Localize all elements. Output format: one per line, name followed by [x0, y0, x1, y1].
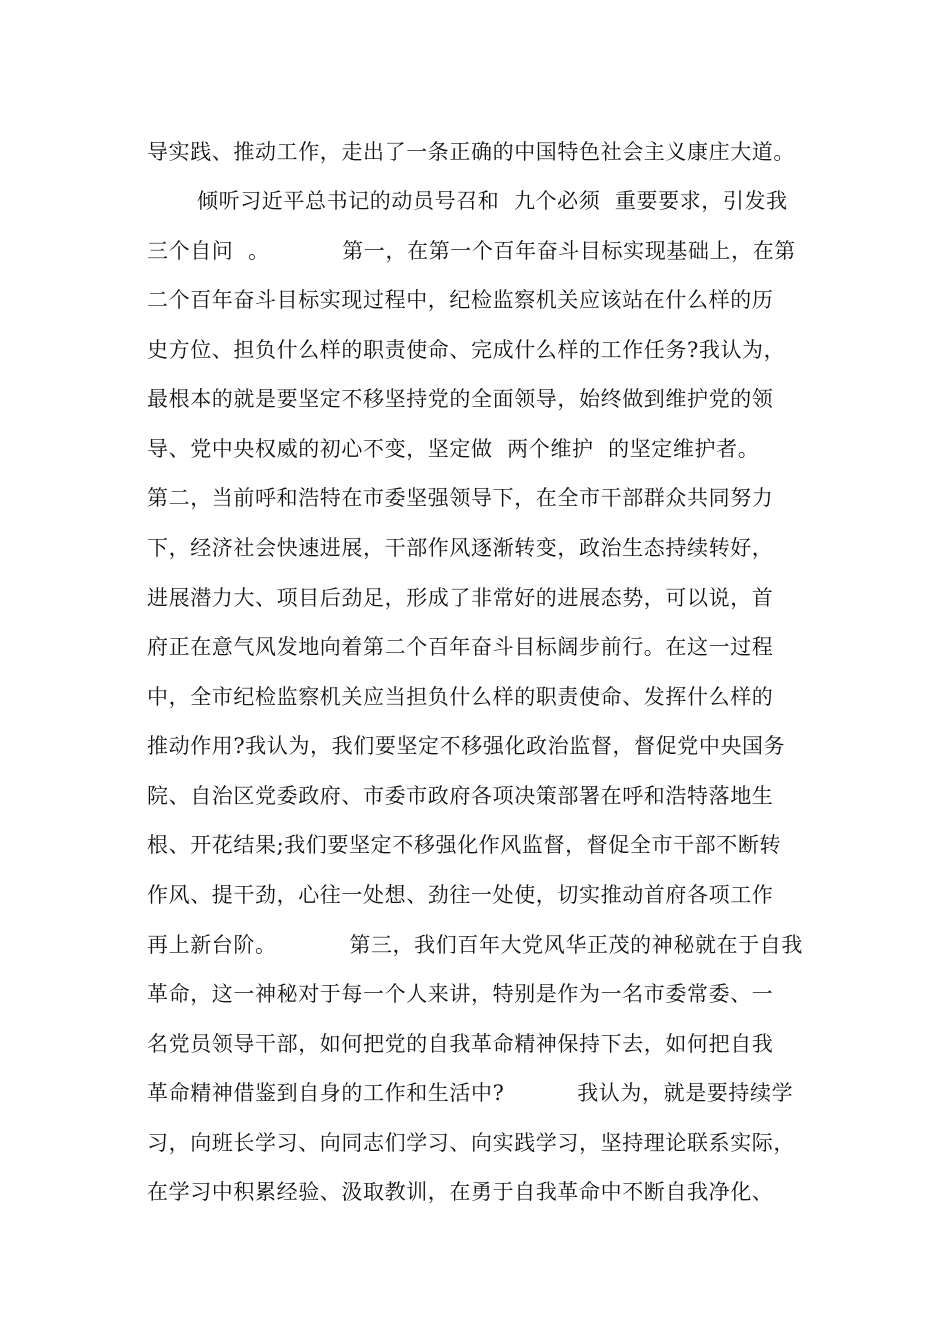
- text-line: 史方位、担负什么样的职责使命、完成什么样的工作任务?我认为，: [147, 338, 786, 362]
- text-line: 第二，当前呼和浩特在市委坚强领导下，在全市干部群众共同努力: [147, 486, 774, 510]
- text-line: 最根本的就是要坚定不移坚持党的全面领导，始终做到维护党的领: [147, 387, 774, 411]
- text-line: 再上新台阶。 第三，我们百年大党风华正茂的神秘就在于自我: [147, 933, 803, 957]
- text-line: 革命，这一神秘对于每一个人来讲，特别是作为一名市委常委、一: [147, 982, 774, 1006]
- text-line: 推动作用?我认为，我们要坚定不移强化政治监督，督促党中央国务: [147, 734, 786, 758]
- text-line: 在学习中积累经验、汲取教训，在勇于自我革命中不断自我净化、: [147, 1180, 774, 1204]
- text-line: 作风、提干劲，心往一处想、劲往一处使，切实推动首府各项工作: [147, 883, 774, 907]
- text-line: 进展潜力大、项目后劲足，形成了非常好的进展态势，可以说，首: [147, 586, 774, 610]
- text-line: 名党员领导干部，如何把党的自我革命精神保持下去，如何把自我: [147, 1032, 774, 1056]
- text-line: 院、自治区党委政府、市委市政府各项决策部署在呼和浩特落地生: [147, 784, 774, 808]
- text-line: 倾听习近平总书记的动员号召和 九个必须 重要要求，引发我: [197, 189, 788, 213]
- text-line: 三个自问 。 第一，在第一个百年奋斗目标实现基础上，在第: [147, 239, 796, 263]
- text-line: 下，经济社会快速进展，干部作风逐渐转变，政治生态持续转好，: [147, 536, 774, 560]
- text-line: 根、开花结果;我们要坚定不移强化作风监督，督促全市干部不断转: [147, 833, 782, 857]
- text-line: 导、党中央权威的初心不变，坚定做 两个维护 的坚定维护者。: [147, 437, 760, 461]
- text-line: 府正在意气风发地向着第二个百年奋斗目标阔步前行。在这一过程: [147, 635, 774, 659]
- text-line: 革命精神借鉴到自身的工作和生活中? 我认为，就是要持续学: [147, 1081, 794, 1105]
- text-line: 中，全市纪检监察机关应当担负什么样的职责使命、发挥什么样的: [147, 685, 774, 709]
- text-line: 二个百年奋斗目标实现过程中，纪检监察机关应该站在什么样的历: [147, 288, 774, 312]
- text-line: 导实践、推动工作，走出了一条正确的中国特色社会主义康庄大道。: [147, 140, 795, 164]
- text-line: 习，向班长学习、向同志们学习、向实践学习，坚持理论联系实际，: [147, 1131, 795, 1155]
